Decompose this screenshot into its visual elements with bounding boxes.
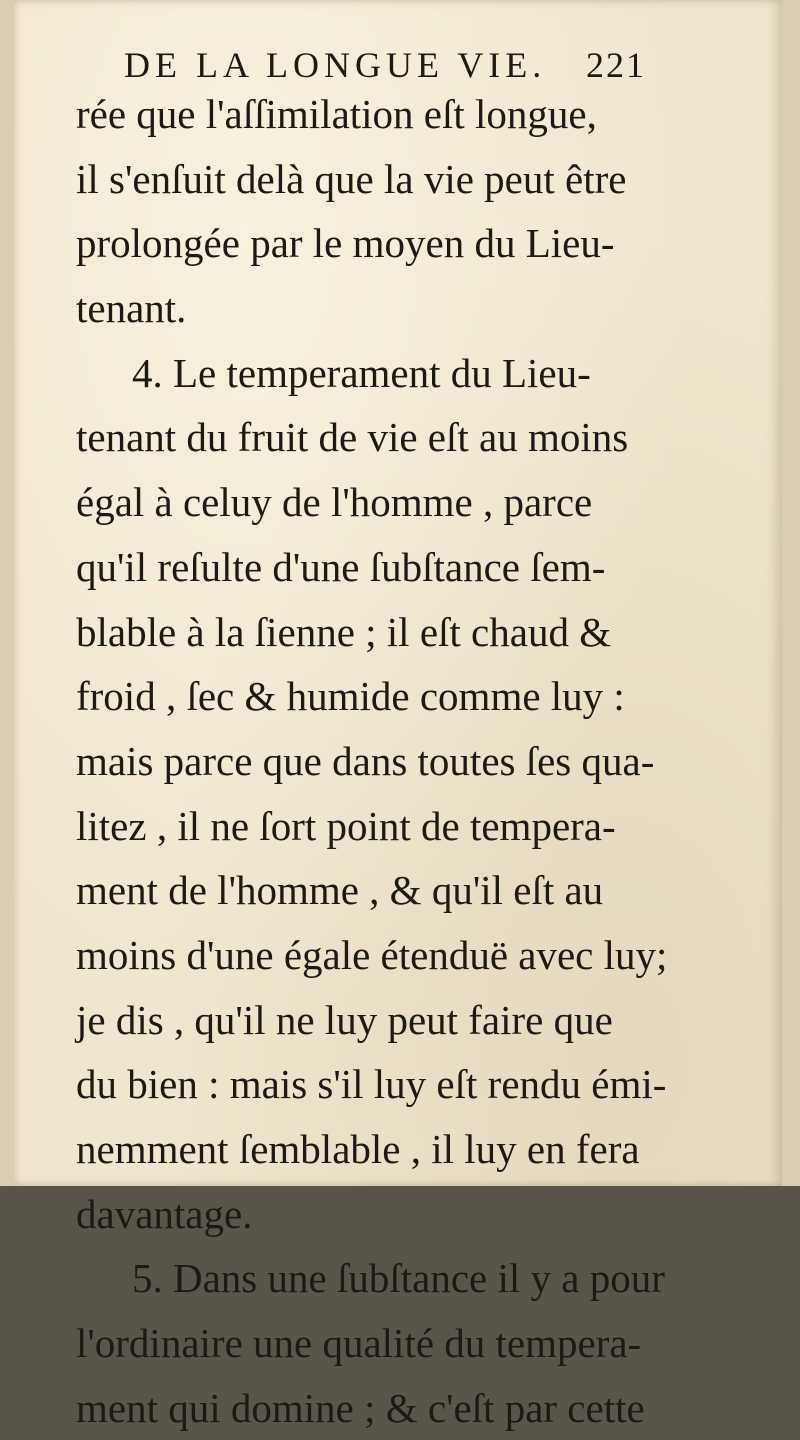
- text-line: ment de l'homme , & qu'il eſt au: [76, 867, 604, 914]
- text-line: froid , ſec & humide comme luy :: [76, 673, 625, 720]
- text-line: litez , il ne ſort point de tempera-: [76, 802, 616, 849]
- text-line: l'ordinaire une qualité du tempera-: [76, 1320, 642, 1367]
- text-line: qu'il reſulte d'une ſubſtance ſem-: [76, 543, 606, 590]
- page-edge: [782, 0, 800, 1186]
- text-line: du bien : mais s'il luy eſt rendu émi-: [76, 1061, 667, 1108]
- text-line: davantage.: [76, 1190, 253, 1237]
- text-line: blable à la ſienne ; il eſt chaud &: [76, 608, 612, 655]
- text-line: tenant du fruit de vie eſt au moins: [76, 414, 629, 461]
- text-line: je dis , qu'il ne luy peut faire que: [76, 996, 613, 1043]
- paragraph-start-line: 5. Dans une ſubſtance il y a pour: [132, 1255, 665, 1302]
- running-head-title: DE LA LONGUE VIE.: [124, 45, 547, 85]
- text-line: mais parce que dans toutes ſes qua-: [76, 737, 655, 784]
- text-line: prolongée par le moyen du Lieu-: [76, 220, 615, 267]
- page-number: 221: [586, 45, 646, 85]
- book-gutter: [0, 0, 14, 1186]
- text-line: moins d'une égale étenduë avec luy;: [76, 931, 668, 978]
- text-line: tenant.: [76, 285, 187, 332]
- body-text: [76, 82, 666, 1440]
- text-line: égal à celuy de l'homme , parce: [76, 479, 593, 526]
- text-line: nemment ſemblable , il luy en fera: [76, 1126, 640, 1172]
- book-page: [14, 0, 782, 1431]
- text-line: rée que l'aſſimilation eſt longue,: [76, 91, 597, 137]
- text-line: il s'enſuit delà que la vie peut être: [76, 155, 627, 202]
- text-line: ment qui domine ; & c'eſt par cette: [76, 1384, 645, 1431]
- paragraph-start-line: 4. Le temperament du Lieu-: [132, 349, 591, 396]
